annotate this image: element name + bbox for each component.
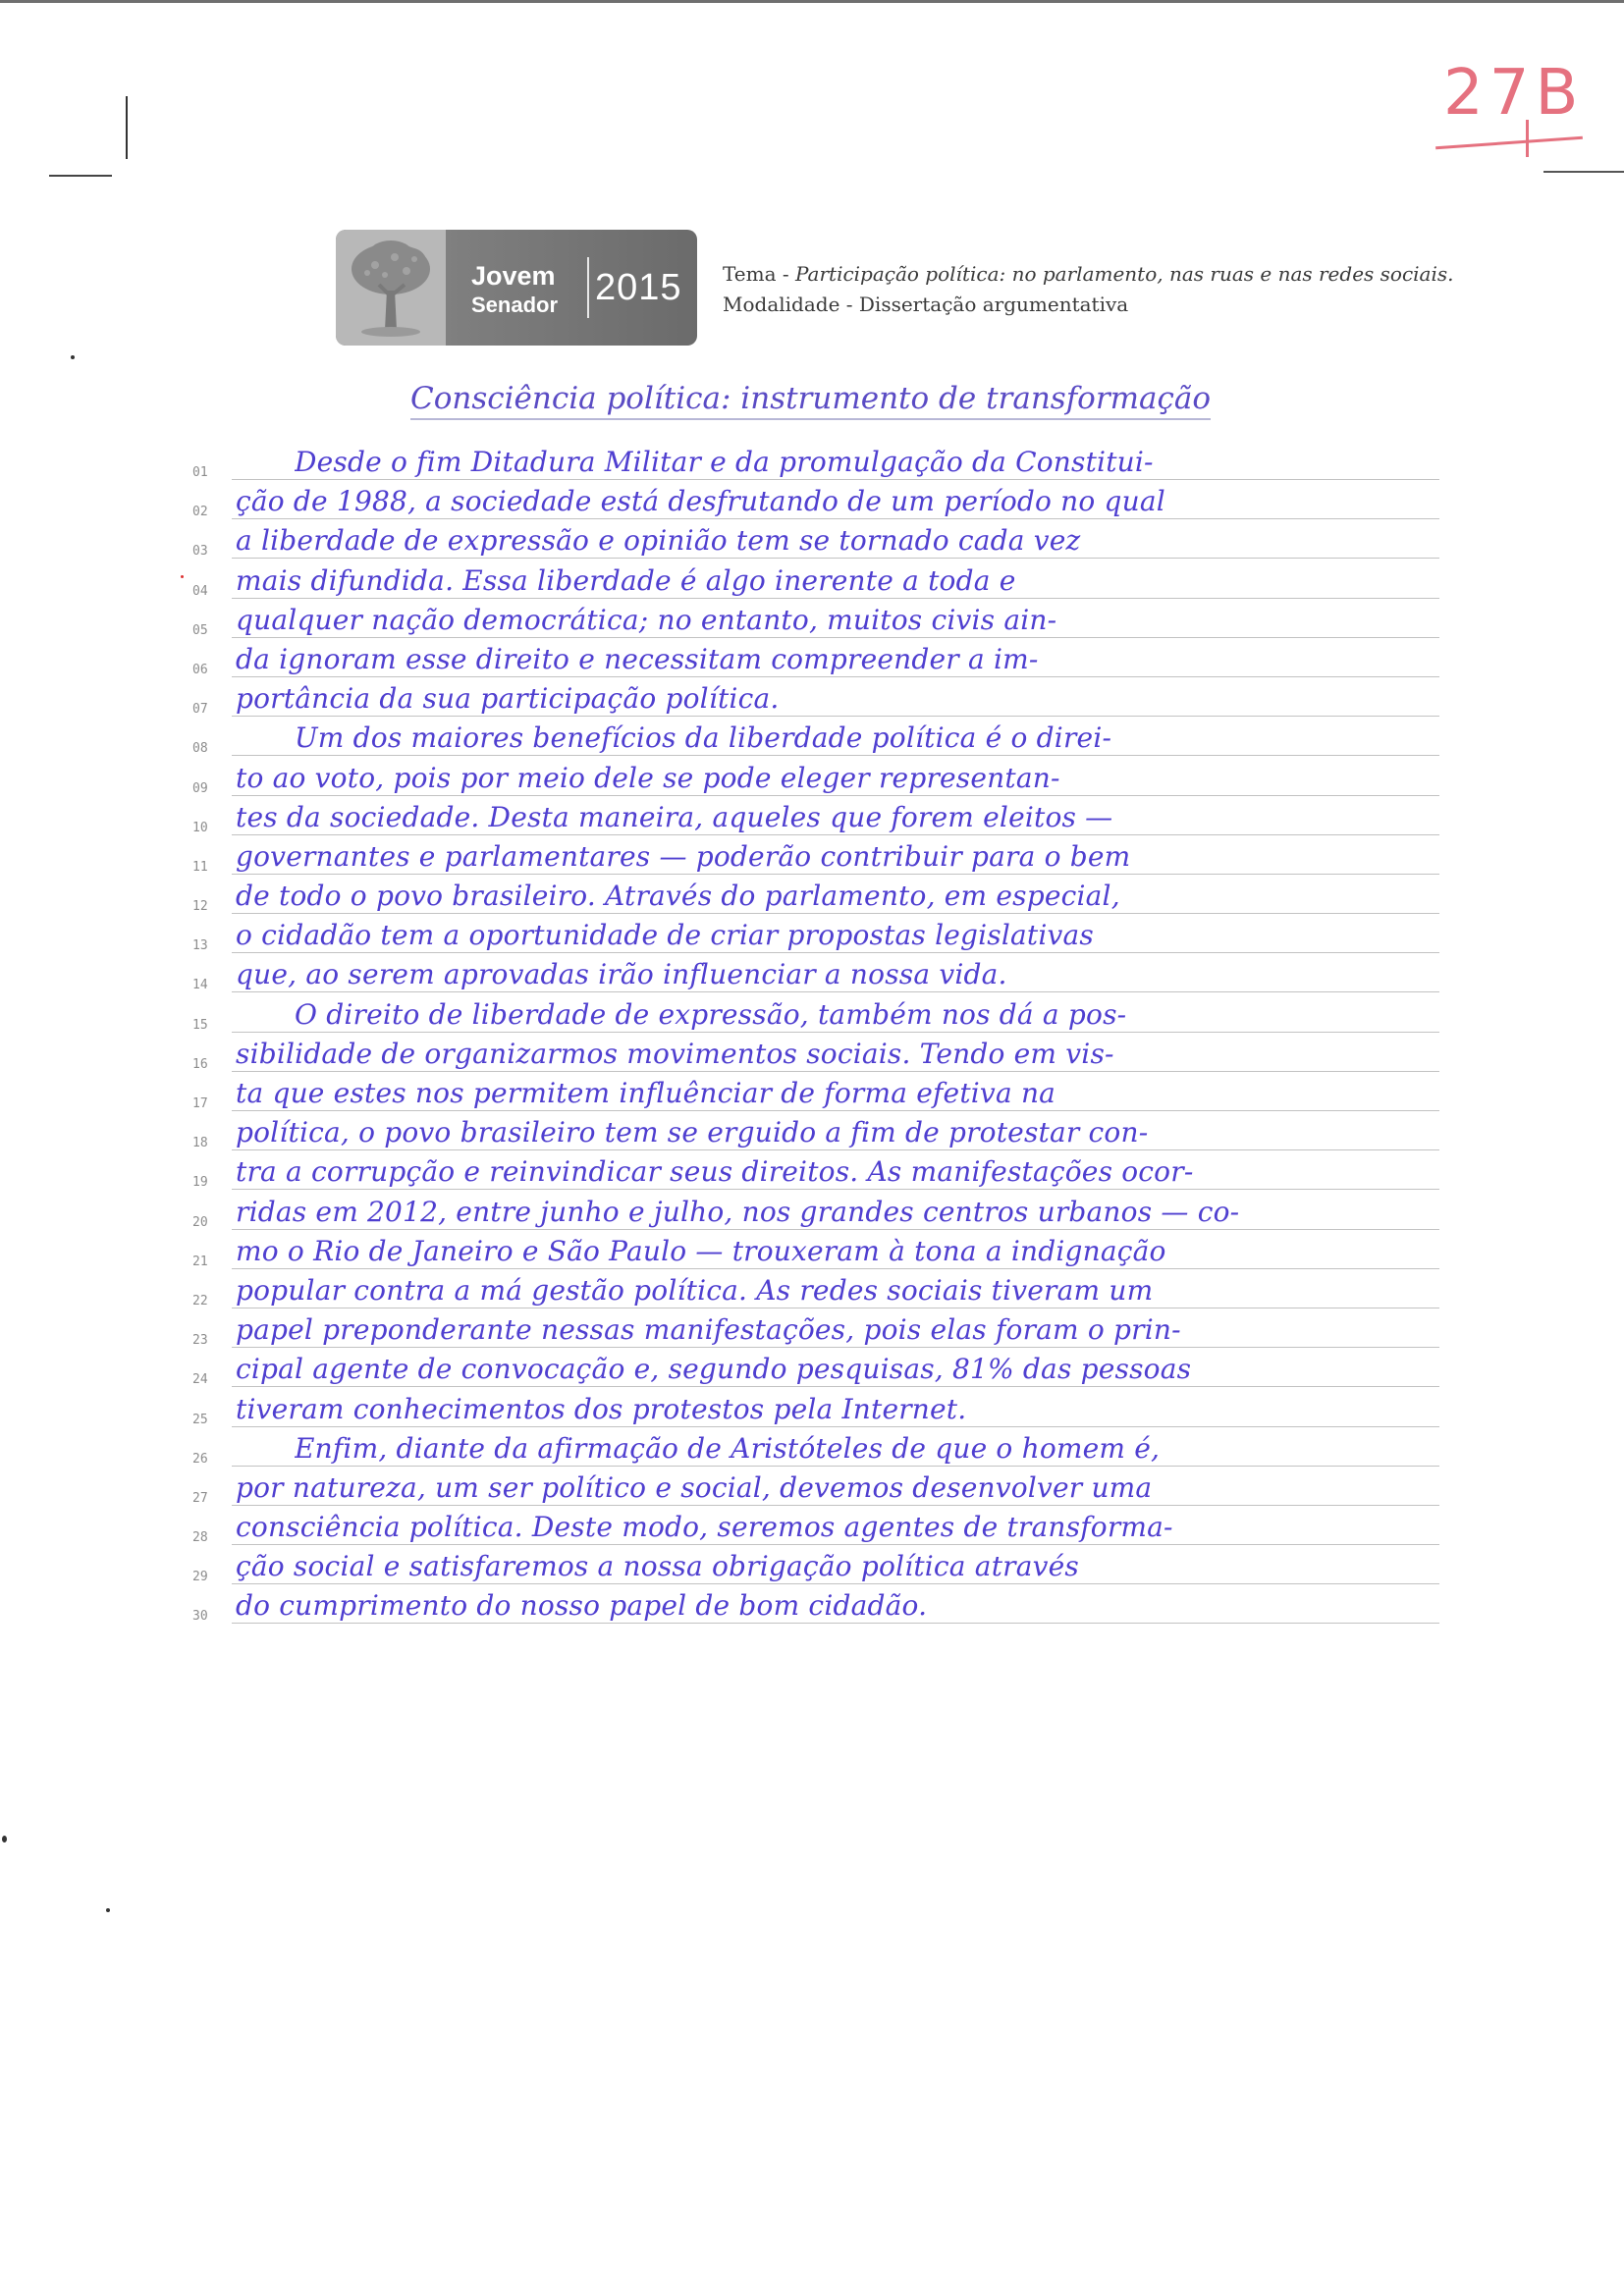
essay-line (192, 1351, 1439, 1390)
line-text: ta que estes nos permitem influênciar de forma efetiva na (236, 1077, 1056, 1109)
line-rule (232, 1071, 1439, 1072)
line-number: 06 (192, 662, 208, 677)
line-rule (232, 874, 1439, 875)
line-rule (232, 637, 1439, 638)
modalidade-label: Modalidade - (723, 293, 859, 316)
scan-speck (181, 575, 184, 578)
line-text: tra a corrupção e reinvindicar seus direitos. As manifestações ocor- (236, 1155, 1194, 1189)
essay-line (192, 878, 1439, 917)
logo-senador: Senador (471, 293, 559, 317)
line-number: 29 (192, 1570, 208, 1585)
line-rule (232, 795, 1439, 796)
essay-line (192, 680, 1439, 720)
modalidade-value: Dissertação argumentativa (858, 293, 1129, 316)
essay-line (192, 838, 1439, 878)
logo-divider (587, 257, 589, 318)
line-rule (232, 1583, 1439, 1584)
line-rule (232, 1149, 1439, 1150)
line-text: Um dos maiores benefícios da liberdade política é o direi- (295, 721, 1112, 755)
essay-line (192, 1587, 1439, 1627)
line-number: 16 (192, 1056, 208, 1072)
line-text: tiveram conhecimentos dos protestos pela Internet. (236, 1392, 967, 1425)
line-rule (232, 598, 1439, 599)
essay-line (192, 483, 1439, 522)
grade-underline (1435, 136, 1583, 149)
line-text: to ao voto, pois por meio dele se pode eleger representan- (236, 761, 1060, 794)
line-text: mo o Rio de Janeiro e São Paulo — trouxeram à tona a indignação (236, 1234, 1166, 1267)
line-text: a liberdade de expressão e opinião tem se tornado cada vez (236, 524, 1081, 558)
line-number: 28 (192, 1530, 208, 1546)
line-number: 13 (192, 938, 208, 954)
line-text: Enfim, diante da afirmação de Aristóteles de que o homem é, (295, 1431, 1161, 1465)
line-text: por natureza, um ser político e social, devemos desenvolver uma (236, 1470, 1153, 1504)
line-number: 25 (192, 1412, 208, 1427)
essay-line (192, 522, 1439, 561)
essay-line (192, 1509, 1439, 1548)
line-number: 20 (192, 1214, 208, 1230)
line-rule (232, 1386, 1439, 1387)
line-rule (232, 991, 1439, 992)
essay-line (192, 1548, 1439, 1587)
line-rule (232, 1466, 1439, 1467)
line-rule (232, 1110, 1439, 1111)
line-number: 03 (192, 544, 208, 560)
line-number: 22 (192, 1293, 208, 1308)
page-top-edge (0, 0, 1624, 3)
logo-year: 2015 (595, 267, 682, 308)
essay-line (192, 1075, 1439, 1114)
line-rule (232, 1347, 1439, 1348)
line-text: o cidadão tem a oportunidade de criar propostas legislativas (236, 919, 1094, 952)
essay-line (192, 760, 1439, 799)
line-number: 08 (192, 741, 208, 757)
line-number: 07 (192, 702, 208, 718)
line-number: 12 (192, 899, 208, 915)
line-number: 23 (192, 1333, 208, 1349)
line-rule (232, 1268, 1439, 1269)
line-text: que, ao serem aprovadas irão influenciar a nossa vida. (236, 958, 1007, 991)
essay-line (192, 996, 1439, 1036)
essay-line (192, 956, 1439, 995)
scan-speck (106, 1908, 110, 1912)
logo-jovem: Jovem (471, 261, 556, 291)
tema-label: Tema - (723, 262, 795, 286)
grade-mark (1435, 57, 1602, 165)
modalidade-row (723, 290, 1454, 320)
line-number: 24 (192, 1372, 208, 1388)
grade-tick (1526, 120, 1529, 157)
line-number: 19 (192, 1175, 208, 1191)
line-rule (232, 676, 1439, 677)
essay-line (192, 720, 1439, 759)
crop-mark-left (49, 175, 112, 177)
line-number: 10 (192, 820, 208, 835)
line-number: 05 (192, 622, 208, 638)
line-rule (232, 716, 1439, 717)
essay-line (192, 1311, 1439, 1351)
line-text: do cumprimento do nosso papel de bom cidadão. (236, 1589, 928, 1623)
essay-line (192, 641, 1439, 680)
line-text: cipal agente de convocação e, segundo pesquisas, 81% das pessoas (236, 1353, 1192, 1386)
scan-speck (2, 1836, 7, 1842)
line-text: O direito de liberdade de expressão, também nos dá a pos- (295, 997, 1127, 1031)
line-rule (232, 834, 1439, 835)
line-text: qualquer nação democrática; no entanto, muitos civis ain- (236, 603, 1057, 636)
essay-line (192, 1233, 1439, 1272)
line-text: mais difundida. Essa liberdade é algo inerente a toda e (236, 563, 1016, 597)
line-number: 30 (192, 1609, 208, 1625)
essay-line (192, 1430, 1439, 1469)
line-rule (232, 1544, 1439, 1545)
line-text: ridas em 2012, entre junho e julho, nos grandes centros urbanos — co- (236, 1195, 1240, 1228)
line-text: ção social e satisfaremos a nossa obrigação política através (236, 1550, 1079, 1583)
line-number: 26 (192, 1451, 208, 1467)
line-number: 14 (192, 978, 208, 993)
line-text: Desde o fim Ditadura Militar e da promulgação da Constitui- (295, 446, 1154, 478)
line-rule (232, 913, 1439, 914)
line-rule (232, 1623, 1439, 1624)
grade-text: 27B (1443, 57, 1585, 130)
essay-line (192, 1194, 1439, 1233)
essay-header (723, 259, 1454, 320)
line-rule (232, 1505, 1439, 1506)
line-number: 09 (192, 780, 208, 796)
crop-mark-right (1543, 171, 1624, 173)
line-text: tes da sociedade. Desta maneira, aqueles que forem eleitos — (236, 800, 1113, 833)
essay-body (192, 444, 1439, 1628)
tema-row (723, 259, 1454, 290)
essay-line (192, 1469, 1439, 1509)
line-text: sibilidade de organizarmos movimentos sociais. Tendo em vis- (236, 1037, 1114, 1070)
essay-line (192, 1114, 1439, 1153)
line-number: 11 (192, 859, 208, 875)
line-text: de todo o povo brasileiro. Através do parlamento, em especial, (236, 880, 1120, 913)
line-rule (232, 479, 1439, 480)
line-rule (232, 1229, 1439, 1230)
essay-line (192, 1391, 1439, 1430)
essay-line (192, 1036, 1439, 1075)
essay-line (192, 602, 1439, 641)
line-rule (232, 558, 1439, 559)
line-number: 27 (192, 1490, 208, 1506)
line-rule (232, 1189, 1439, 1190)
essay-title: Consciência política: instrumento de transformação (410, 381, 1211, 420)
line-number: 04 (192, 583, 208, 599)
line-rule (232, 1032, 1439, 1033)
line-rule (232, 518, 1439, 519)
line-text: governantes e parlamentares — poderão contribuir para o bem (236, 839, 1131, 873)
line-number: 21 (192, 1254, 208, 1269)
line-text: política, o povo brasileiro tem se erguido a fim de protestar con- (236, 1116, 1149, 1149)
line-number: 15 (192, 1017, 208, 1033)
tema-value: Participação política: no parlamento, nas ruas e nas redes sociais. (794, 262, 1454, 286)
line-text: papel preponderante nessas manifestações, pois elas foram o prin- (236, 1313, 1181, 1347)
essay-line (192, 799, 1439, 838)
essay-line (192, 444, 1439, 483)
line-text: da ignoram esse direito e necessitam compreender a im- (236, 642, 1039, 675)
essay-line (192, 1153, 1439, 1193)
line-rule (232, 1426, 1439, 1427)
line-number: 01 (192, 465, 208, 480)
line-number: 02 (192, 505, 208, 520)
line-text: ção de 1988, a sociedade está desfrutando de um período no qual (236, 485, 1165, 518)
line-text: popular contra a má gestão política. As redes sociais tiveram um (236, 1273, 1154, 1307)
essay-line (192, 562, 1439, 602)
jovem-senador-logo (336, 230, 697, 346)
line-number: 18 (192, 1136, 208, 1151)
line-text: consciência política. Deste modo, seremos agentes de transforma- (236, 1511, 1173, 1544)
scan-speck (71, 355, 75, 359)
line-text: portância da sua participação política. (236, 682, 780, 716)
line-rule (232, 755, 1439, 756)
line-rule (232, 952, 1439, 953)
tree-icon (336, 230, 446, 346)
crop-mark-vertical (126, 96, 128, 159)
essay-line (192, 1272, 1439, 1311)
essay-line (192, 917, 1439, 956)
line-number: 17 (192, 1096, 208, 1111)
